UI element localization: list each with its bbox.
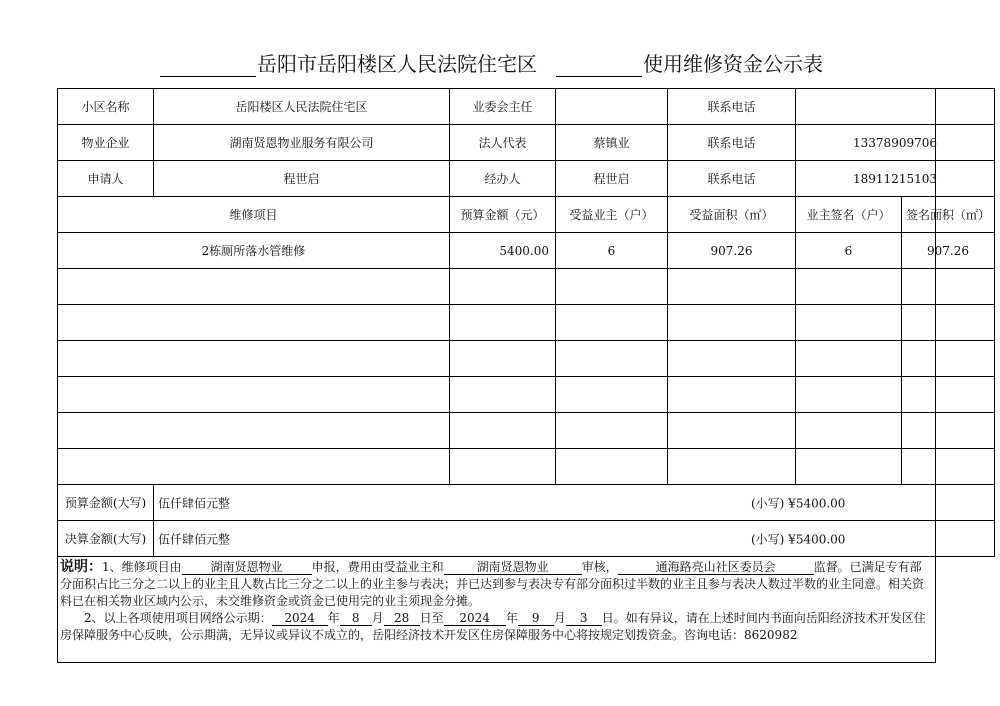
notes-payer: 湖南贤恩物业 [444,560,582,575]
label-property-company: 物业企业 [58,125,154,161]
value-committee-director [556,89,668,125]
cell-beneficiary-area [668,449,796,485]
table-row [58,233,995,269]
notes-paragraph-1 [60,559,932,610]
notes-p1-review: 审核， [581,560,618,574]
label-legal-rep: 法人代表 [450,125,556,161]
notes-end-day: 3 [566,611,602,626]
label-applicant: 申请人 [58,161,154,197]
notes-reporter: 湖南贤恩物业 [182,560,312,575]
notes-day-to: 日至 [419,611,444,625]
cell-repair-item: 2栋厕所落水管维修 [58,233,450,269]
notes-p1-body: 监督。已满足专有部分面积占比三分之二以上的业主且人数占比三分之二以上的业主参与表决；并已达到参与表决专有部分面积过半数的业主且参与表决人数过半数的业主同意。相关资料已在相关物业区域内公示，未交维修资金或资金已使用完的业主须现金分摊。 [60,560,925,608]
budget-amount-words: 伍仟肆佰元整 [158,496,231,510]
cell-signed-area [902,449,995,485]
header-signed-area: 签名面积（㎡） [902,197,995,233]
notes-p1-mid: 申报，费用由受益业主和 [311,560,444,574]
cell-budget-amount [450,377,556,413]
title-right-text: 使用维修资金公示表 [643,52,823,76]
cell-beneficiary-owners [556,449,668,485]
budget-amount-small: (小写) ¥5400.00 [751,496,846,510]
cell-beneficiary-owners: 6 [556,233,668,269]
cell-repair-item [58,413,450,449]
value-community-name: 岳阳楼区人民法院住宅区 [154,89,450,125]
table-row [58,377,995,413]
items-header-row [58,197,995,233]
info-row-applicant [58,161,995,197]
table-row [58,413,995,449]
value-property-company: 湖南贤恩物业服务有限公司 [154,125,450,161]
cell-signed-area [902,305,995,341]
value-applicant: 程世启 [154,161,450,197]
notes-start-year: 2024 [272,611,328,626]
budget-amount-cell [154,485,995,521]
cell-budget-amount [450,269,556,305]
label-committee-director: 业委会主任 [450,89,556,125]
cell-beneficiary-area: 907.26 [668,233,796,269]
cell-repair-item [58,377,450,413]
notes-end-month: 9 [518,611,554,626]
title-blank-line-left [160,50,256,77]
notes-month-char-1: 月 [371,611,384,625]
notes-start-month: 8 [340,611,372,626]
header-signed-owners: 业主签名（户） [796,197,902,233]
cell-beneficiary-area [668,269,796,305]
title-left-text: 岳阳市岳阳楼区人民法院住宅区 [257,52,537,76]
notes-paragraph-2 [60,610,932,644]
notes-p1-intro: 1、维修项目由 [102,560,182,574]
cell-repair-item [58,449,450,485]
cell-beneficiary-owners [556,305,668,341]
cell-beneficiary-area [668,413,796,449]
cell-beneficiary-owners [556,269,668,305]
cell-signed-owners: 6 [796,233,902,269]
title-blank-line-right [556,50,642,77]
cell-repair-item [58,305,450,341]
value-contact-phone-3: 18911215103 [796,161,995,197]
label-handler: 经办人 [450,161,556,197]
cell-beneficiary-owners [556,377,668,413]
cell-budget-amount [450,305,556,341]
label-contact-phone-2: 联系电话 [668,125,796,161]
info-row-property [58,125,995,161]
notes-p2-body: 日。如有异议，请在上述时间内书面向岳阳经济技术开发区住房保障服务中心反映，公示期满，无异议或异议不成立的，岳阳经济技术开发区住房保障服务中心将按规定划拨资金。咨询电话： [60,611,926,642]
notes-p2-intro: 2、以上各项使用项目网络公示期： [84,611,272,625]
cell-repair-item [58,341,450,377]
cell-signed-area: 907.26 [902,233,995,269]
document-title [0,50,1000,80]
table-row [58,269,995,305]
label-final-amount-words: 决算金额(大写) [58,521,154,557]
table-row [58,449,995,485]
cell-signed-owners [796,377,902,413]
cell-signed-area [902,269,995,305]
fund-table [57,88,995,557]
cell-budget-amount [450,413,556,449]
cell-signed-area [902,413,995,449]
cell-signed-owners [796,413,902,449]
notes-heading: 说明： [60,559,102,575]
header-beneficiary-area: 受益面积（㎡） [668,197,796,233]
notes-year-char-2: 年 [505,611,518,625]
cell-budget-amount: 5400.00 [450,233,556,269]
cell-signed-owners [796,269,902,305]
notes-start-day: 28 [384,611,420,626]
notes-month-char-2: 月 [553,611,566,625]
value-handler: 程世启 [556,161,668,197]
cell-signed-owners [796,341,902,377]
label-budget-amount-words: 预算金额(大写) [58,485,154,521]
notes-section [57,556,936,663]
cell-signed-area [902,341,995,377]
cell-signed-area [902,377,995,413]
cell-budget-amount [450,341,556,377]
info-row-community [58,89,995,125]
header-budget-amount: 预算金额（元） [450,197,556,233]
value-contact-phone-1 [796,89,995,125]
value-contact-phone-2: 13378909706 [796,125,995,161]
final-amount-cell [154,521,995,557]
cell-repair-item [58,269,450,305]
final-amount-row [58,521,995,557]
header-beneficiary-owners: 受益业主（户） [556,197,668,233]
budget-amount-row [58,485,995,521]
label-community-name: 小区名称 [58,89,154,125]
header-repair-item: 维修项目 [58,197,450,233]
cell-beneficiary-area [668,341,796,377]
value-legal-rep: 蔡镇业 [556,125,668,161]
notes-phone: 8620982 [744,628,798,642]
notes-end-year: 2024 [444,611,506,626]
cell-signed-owners [796,305,902,341]
notes-supervisor: 通海路亮山社区委员会 [618,560,814,575]
cell-signed-owners [796,449,902,485]
final-amount-small: (小写) ¥5400.00 [751,532,846,546]
cell-beneficiary-owners [556,413,668,449]
cell-budget-amount [450,449,556,485]
cell-beneficiary-owners [556,341,668,377]
label-contact-phone-1: 联系电话 [668,89,796,125]
table-row [58,305,995,341]
cell-beneficiary-area [668,377,796,413]
label-contact-phone-3: 联系电话 [668,161,796,197]
table-row [58,341,995,377]
notes-year-char-1: 年 [327,611,340,625]
cell-beneficiary-area [668,305,796,341]
final-amount-words: 伍仟肆佰元整 [158,532,231,546]
